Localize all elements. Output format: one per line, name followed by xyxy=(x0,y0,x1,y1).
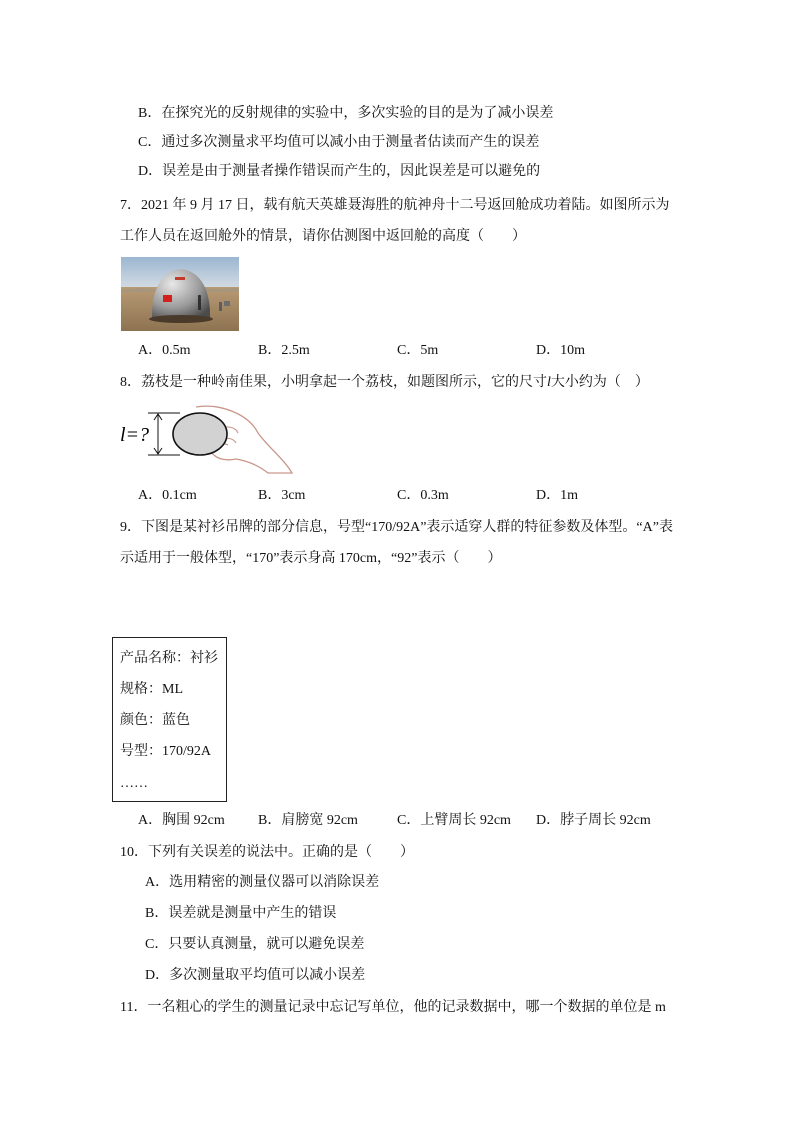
q7-option-a: A．0.5m xyxy=(138,343,191,358)
q10-option-c: C．只要认真测量，就可以避免误差 xyxy=(145,937,365,952)
tag-product-name: 产品名称：衬衫 xyxy=(120,651,218,666)
q7-stem-line1: 7．2021 年 9 月 17 日，载有航天英雄聂海胜的航神舟十二号返回舱成功着陆。如图所示为 xyxy=(120,198,670,213)
tag-ellipsis: …… xyxy=(120,776,148,791)
q8-stem-post: 大小约为（ ） xyxy=(550,375,649,390)
q10-option-a: A．选用精密的测量仪器可以消除误差 xyxy=(145,875,380,890)
q8-option-a: A．0.1cm xyxy=(138,488,197,503)
q9-option-a: A．胸围 92cm xyxy=(138,813,225,828)
litchi-figure xyxy=(118,403,294,475)
q8-stem-pre: 8．荔枝是一种岭南佳果，小明拿起一个荔枝，如题图所示，它的尺寸 xyxy=(120,375,547,390)
tag-spec: 规格：ML xyxy=(120,682,183,697)
q10-option-b: B．误差就是测量中产生的错误 xyxy=(145,906,337,921)
reentry-capsule-photo xyxy=(121,257,239,331)
q9-stem-line2: 示适用于一般体型，“170”表示身高 170cm，“92”表示（ ） xyxy=(120,551,502,566)
q6-option-d: D．误差是由于测量者操作错误而产生的，因此误差是可以避免的 xyxy=(138,164,541,179)
q9-option-d: D．脖子周长 92cm xyxy=(536,813,651,828)
q7-option-d: D．10m xyxy=(536,343,585,358)
figure-label-l: l=? xyxy=(120,424,150,446)
q6-option-b: B．在探究光的反射规律的实验中，多次实验的目的是为了减小误差 xyxy=(138,106,554,121)
q10-option-d: D．多次测量取平均值可以减小误差 xyxy=(145,968,366,983)
q8-option-b: B．3cm xyxy=(258,488,306,503)
q8-stem xyxy=(120,373,649,393)
q7-stem-line2: 工作人员在返回舱外的情景，请你估测图中返回舱的高度（ ） xyxy=(120,229,526,244)
q7-option-b: B．2.5m xyxy=(258,343,310,358)
tag-size-code: 号型：170/92A xyxy=(120,744,211,759)
q8-stem-var: l xyxy=(547,375,551,390)
q8-option-c: C．0.3m xyxy=(397,488,449,503)
q11-stem-line1: 11．一名粗心的学生的测量记录中忘记写单位，他的记录数据中，哪一个数据的单位是 m xyxy=(120,1000,666,1015)
q8-option-d: D．1m xyxy=(536,488,578,503)
q9-stem-line1: 9．下图是某衬衫吊牌的部分信息，号型“170/92A”表示适穿人群的特征参数及体型。“A”表 xyxy=(120,520,673,535)
q10-stem: 10．下列有关误差的说法中。正确的是（ ） xyxy=(120,845,414,860)
tag-color: 颜色：蓝色 xyxy=(120,713,190,728)
shirt-tag xyxy=(112,637,227,802)
q9-option-c: C．上臂周长 92cm xyxy=(397,813,511,828)
q7-option-c: C．5m xyxy=(397,343,439,358)
q9-option-b: B．肩膀宽 92cm xyxy=(258,813,358,828)
q6-option-c: C．通过多次测量求平均值可以减小由于测量者估读而产生的误差 xyxy=(138,135,540,150)
